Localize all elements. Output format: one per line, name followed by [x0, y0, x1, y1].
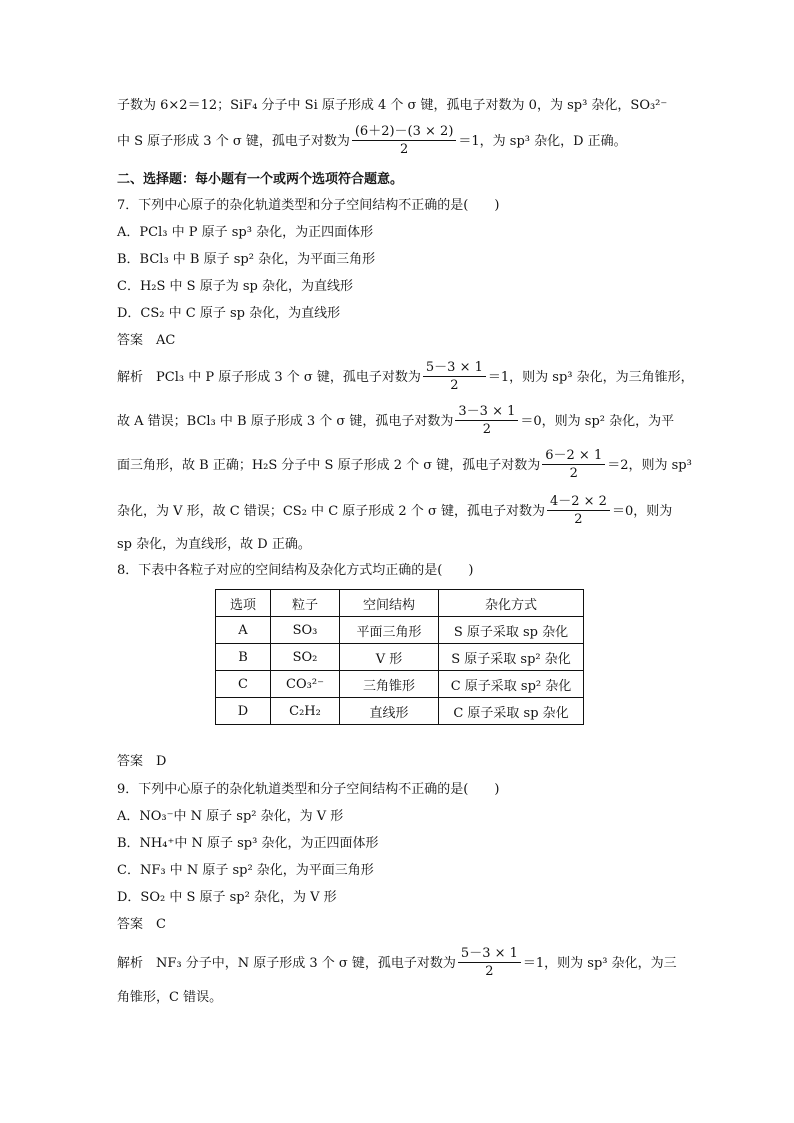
answer-8: 答案 D [117, 754, 167, 769]
table-cell: V 形 [340, 644, 439, 671]
option-7c: C．H₂S 中 S 原子为 sp 杂化，为直线形 [117, 279, 353, 294]
question-8: 8．下表中各粒子对应的空间结构及杂化方式均正确的是( ) [117, 563, 474, 578]
fraction [542, 448, 605, 483]
explanation-7-line-3 [117, 448, 692, 483]
explanation-9-line-2: 角锥形，C 错误。 [117, 990, 223, 1005]
fraction-numerator: 6－2 × 1 [545, 448, 603, 463]
table-header-cell: 选项 [216, 590, 271, 617]
table-cell: C 原子采取 sp² 杂化 [439, 671, 584, 698]
question-7: 7．下列中心原子的杂化轨道类型和分子空间结构不正确的是( ) [117, 198, 500, 213]
table-header-cell: 杂化方式 [439, 590, 584, 617]
table-cell: 直线形 [340, 698, 439, 725]
text-segment: 解析 NF₃ 分子中，N 原子形成 3 个 σ 键，孤电子对数为 [117, 956, 456, 971]
table-row [216, 671, 584, 698]
table-cell: CO₃²⁻ [271, 671, 340, 698]
fraction-numerator: 5－3 × 1 [460, 946, 518, 961]
text-segment: 面三角形，故 B 正确；H₂S 分子中 S 原子形成 2 个 σ 键，孤电子对数为 [117, 458, 541, 473]
fraction [547, 494, 610, 529]
table-cell: SO₃ [271, 617, 340, 644]
explanation-7-line-5: sp 杂化，为直线形，故 D 正确。 [117, 537, 311, 552]
table-cell: C 原子采取 sp 杂化 [439, 698, 584, 725]
text-segment: 中 S 原子形成 3 个 σ 键，孤电子对数为 [117, 134, 350, 149]
fraction-denominator: 2 [352, 140, 457, 159]
text-segment: ＝0，则为 [611, 504, 673, 519]
options-table [215, 589, 584, 725]
explanation-7-line-4 [117, 494, 672, 529]
option-9b: B．NH₄⁺中 N 原子 sp³ 杂化，为正四面体形 [117, 836, 379, 851]
text-segment: ＝0，则为 sp² 杂化，为平 [520, 414, 675, 429]
table-cell: A [216, 617, 271, 644]
table-cell: SO₂ [271, 644, 340, 671]
fraction-denominator: 2 [542, 464, 605, 483]
fraction-denominator: 2 [423, 376, 486, 395]
option-9a: A．NO₃⁻中 N 原子 sp² 杂化，为 V 形 [117, 809, 344, 824]
fraction [455, 404, 518, 439]
fraction [352, 124, 457, 159]
text-segment: ＝1，则为 sp³ 杂化，为三角锥形， [487, 370, 694, 385]
table-cell: S 原子采取 sp² 杂化 [439, 644, 584, 671]
fraction-numerator: (6＋2)－(3 × 2) [354, 124, 454, 139]
table-row [216, 617, 584, 644]
fraction [423, 360, 486, 395]
text-segment: ＝1，为 sp³ 杂化，D 正确。 [458, 134, 627, 149]
text-segment: 故 A 错误；BCl₃ 中 B 原子形成 3 个 σ 键，孤电子对数为 [117, 414, 454, 429]
table-header-cell: 粒子 [271, 590, 340, 617]
option-9c: C．NF₃ 中 N 原子 sp² 杂化，为平面三角形 [117, 863, 374, 878]
answer-9: 答案 C [117, 917, 166, 932]
table-cell: 三角锥形 [340, 671, 439, 698]
table-cell: C₂H₂ [271, 698, 340, 725]
table-cell: S 原子采取 sp 杂化 [439, 617, 584, 644]
text-segment: ＝2，则为 sp³ [607, 458, 692, 473]
fraction [458, 946, 521, 981]
text-line-2 [117, 124, 627, 159]
fraction-numerator: 4－2 × 2 [549, 494, 607, 509]
table-row [216, 698, 584, 725]
question-9: 9．下列中心原子的杂化轨道类型和分子空间结构不正确的是( ) [117, 782, 500, 797]
option-7d: D．CS₂ 中 C 原子 sp 杂化，为直线形 [117, 306, 341, 321]
text-line-1: 子数为 6×2＝12；SiF₄ 分子中 Si 原子形成 4 个 σ 键，孤电子对数为 0，为 sp³ 杂化，SO₃²⁻ [117, 98, 668, 113]
fraction-numerator: 5－3 × 1 [425, 360, 483, 375]
text-segment: ＝1，则为 sp³ 杂化，为三 [522, 956, 677, 971]
option-7a: A．PCl₃ 中 P 原子 sp³ 杂化，为正四面体形 [117, 225, 374, 240]
text-segment: 杂化，为 V 形，故 C 错误；CS₂ 中 C 原子形成 2 个 σ 键，孤电子对数为 [117, 504, 545, 519]
explanation-7-line-1 [117, 360, 694, 395]
table-cell: D [216, 698, 271, 725]
table-cell: C [216, 671, 271, 698]
table-cell: 平面三角形 [340, 617, 439, 644]
text-segment: 解析 PCl₃ 中 P 原子形成 3 个 σ 键，孤电子对数为 [117, 370, 421, 385]
fraction-denominator: 2 [455, 420, 518, 439]
section-heading: 二、选择题：每小题有一个或两个选项符合题意。 [117, 172, 404, 187]
table-header-row [216, 590, 584, 617]
explanation-9-line-1 [117, 946, 677, 981]
fraction-denominator: 2 [547, 510, 610, 529]
option-9d: D．SO₂ 中 S 原子 sp² 杂化，为 V 形 [117, 890, 337, 905]
table-header-cell: 空间结构 [340, 590, 439, 617]
answer-7: 答案 AC [117, 333, 176, 348]
fraction-numerator: 3－3 × 1 [458, 404, 516, 419]
fraction-denominator: 2 [458, 962, 521, 981]
table-cell: B [216, 644, 271, 671]
option-7b: B．BCl₃ 中 B 原子 sp² 杂化，为平面三角形 [117, 252, 376, 267]
explanation-7-line-2 [117, 404, 674, 439]
table-row [216, 644, 584, 671]
